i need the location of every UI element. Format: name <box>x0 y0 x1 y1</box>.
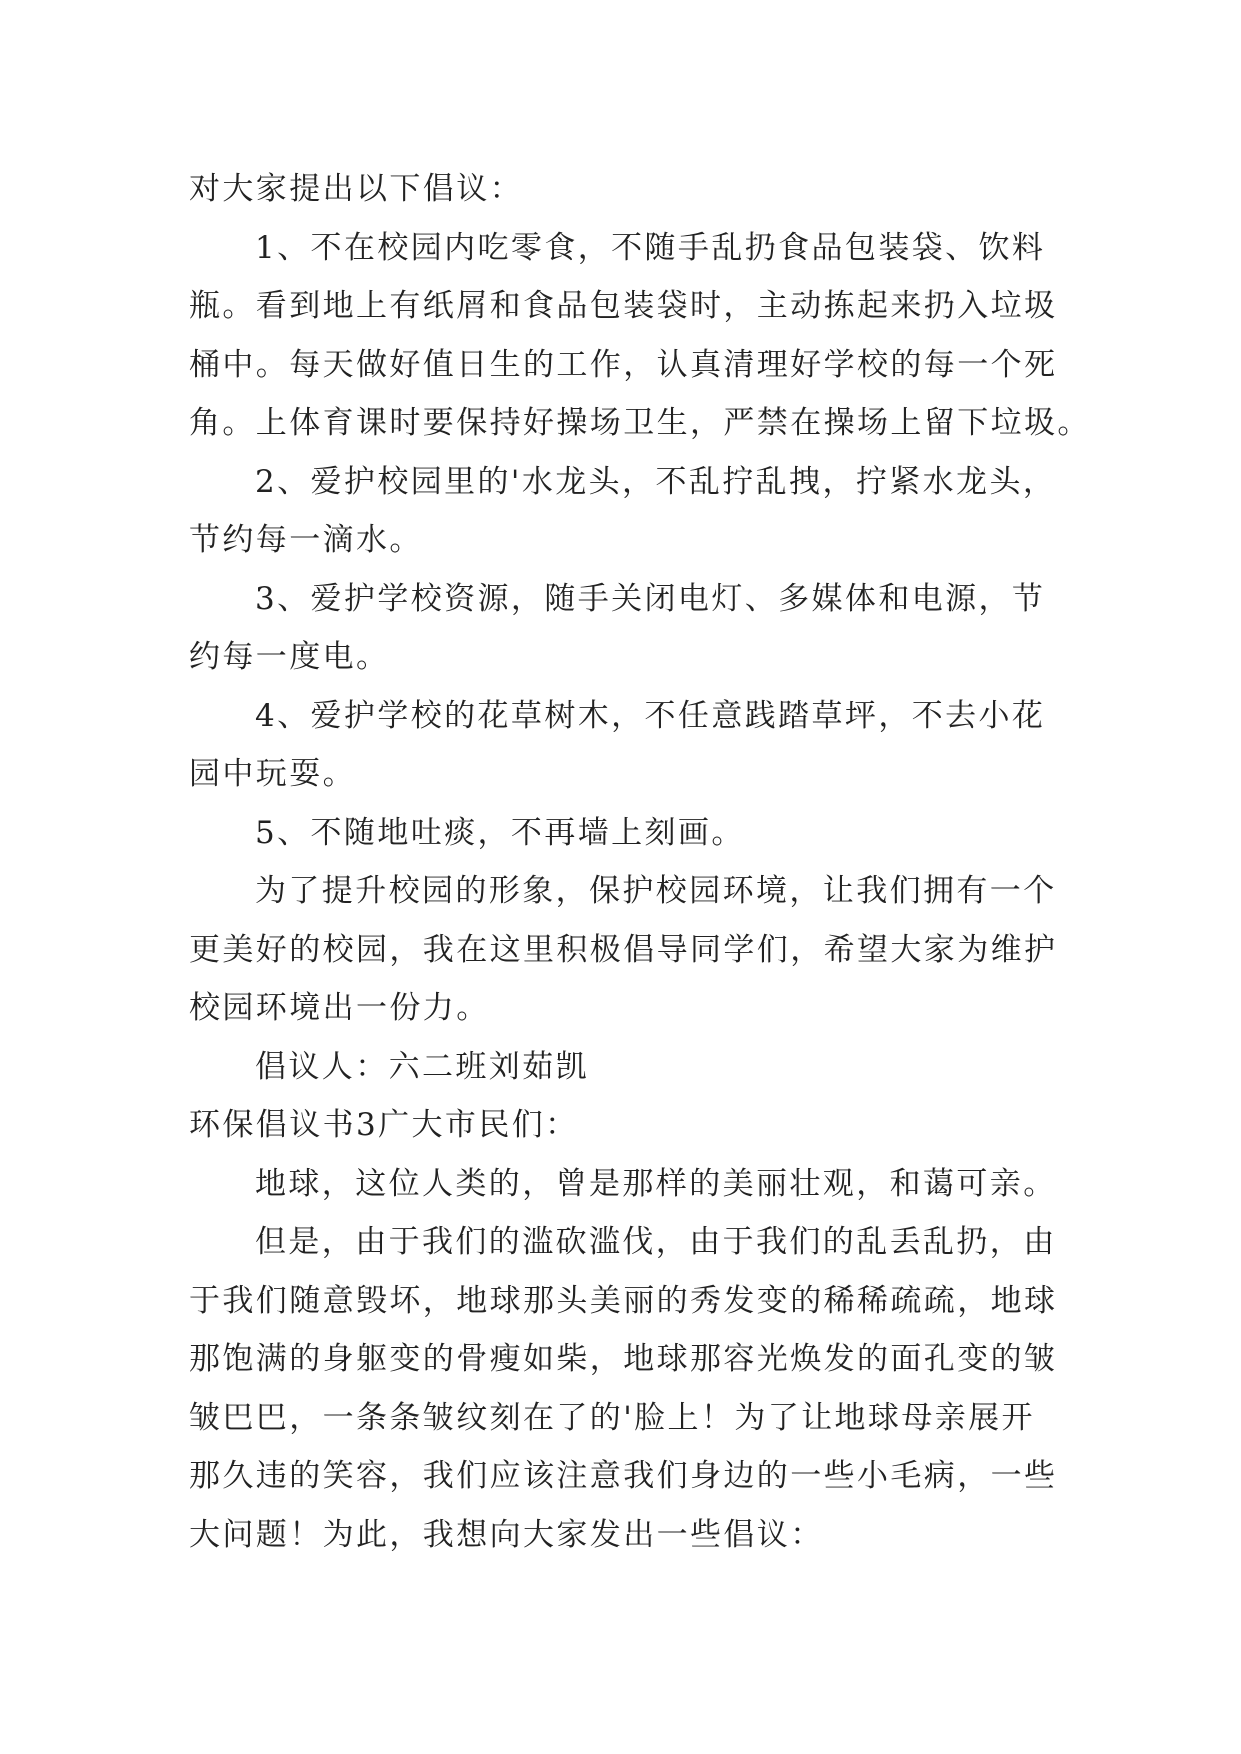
text-line: 大问题！为此，我想向大家发出一些倡议： <box>189 1516 824 1553</box>
document-body <box>189 160 1091 1564</box>
text-line: 桶中。每天做好值日生的工作，认真清理好学校的每一个死 <box>189 346 1058 383</box>
text-line: 地球，这位人类的，曾是那样的美丽壮观，和蔼可亲。 <box>255 1165 1057 1202</box>
text-line: 4、爱护学校的花草树木，不任意践踏草坪，不去小花 <box>255 697 1046 734</box>
text-line: 1、不在校园内吃零食，不随手乱扔食品包装袋、饮料 <box>255 229 1046 266</box>
text-line: 但是，由于我们的滥砍滥伐，由于我们的乱丢乱扔，由 <box>255 1224 1057 1260</box>
text-line: 园中玩耍。 <box>189 756 356 792</box>
text-line: 环保倡议书3广大市民们： <box>189 1107 579 1143</box>
text-line: 于我们随意毁坏，地球那头美丽的秀发变的稀稀疏疏，地球 <box>189 1282 1058 1319</box>
text-line: 倡议人：六二班刘茹凯 <box>255 1048 589 1085</box>
text-line: 瓶。看到地上有纸屑和食品包装袋时，主动拣起来扔入垃圾 <box>189 288 1058 324</box>
text-line: 更美好的校园，我在这里积极倡导同学们，希望大家为维护 <box>189 931 1058 968</box>
text-line: 约每一度电。 <box>189 639 390 675</box>
text-line: 那久违的笑容，我们应该注意我们身边的一些小毛病，一些 <box>189 1458 1058 1494</box>
text-line: 角。上体育课时要保持好操场卫生，严禁在操场上留下垃圾。 <box>189 405 1091 441</box>
text-line: 为了提升校园的形象，保护校园环境，让我们拥有一个 <box>255 873 1057 909</box>
text-line: 2、爱护校园里的'水龙头，不乱拧乱拽，拧紧水龙头， <box>255 463 1057 500</box>
text-line: 皱巴巴，一条条皱纹刻在了的'脸上！为了让地球母亲展开 <box>189 1399 1035 1436</box>
text-line: 对大家提出以下倡议： <box>189 171 523 207</box>
text-line: 3、爱护学校资源，随手关闭电灯、多媒体和电源，节 <box>255 580 1046 617</box>
text-line: 校园环境出一份力。 <box>189 990 490 1026</box>
text-line: 5、不随地吐痰，不再墙上刻画。 <box>255 814 745 851</box>
text-line: 那饱满的身躯变的骨瘦如柴，地球那容光焕发的面孔变的皱 <box>189 1341 1058 1377</box>
text-line: 节约每一滴水。 <box>189 522 423 558</box>
